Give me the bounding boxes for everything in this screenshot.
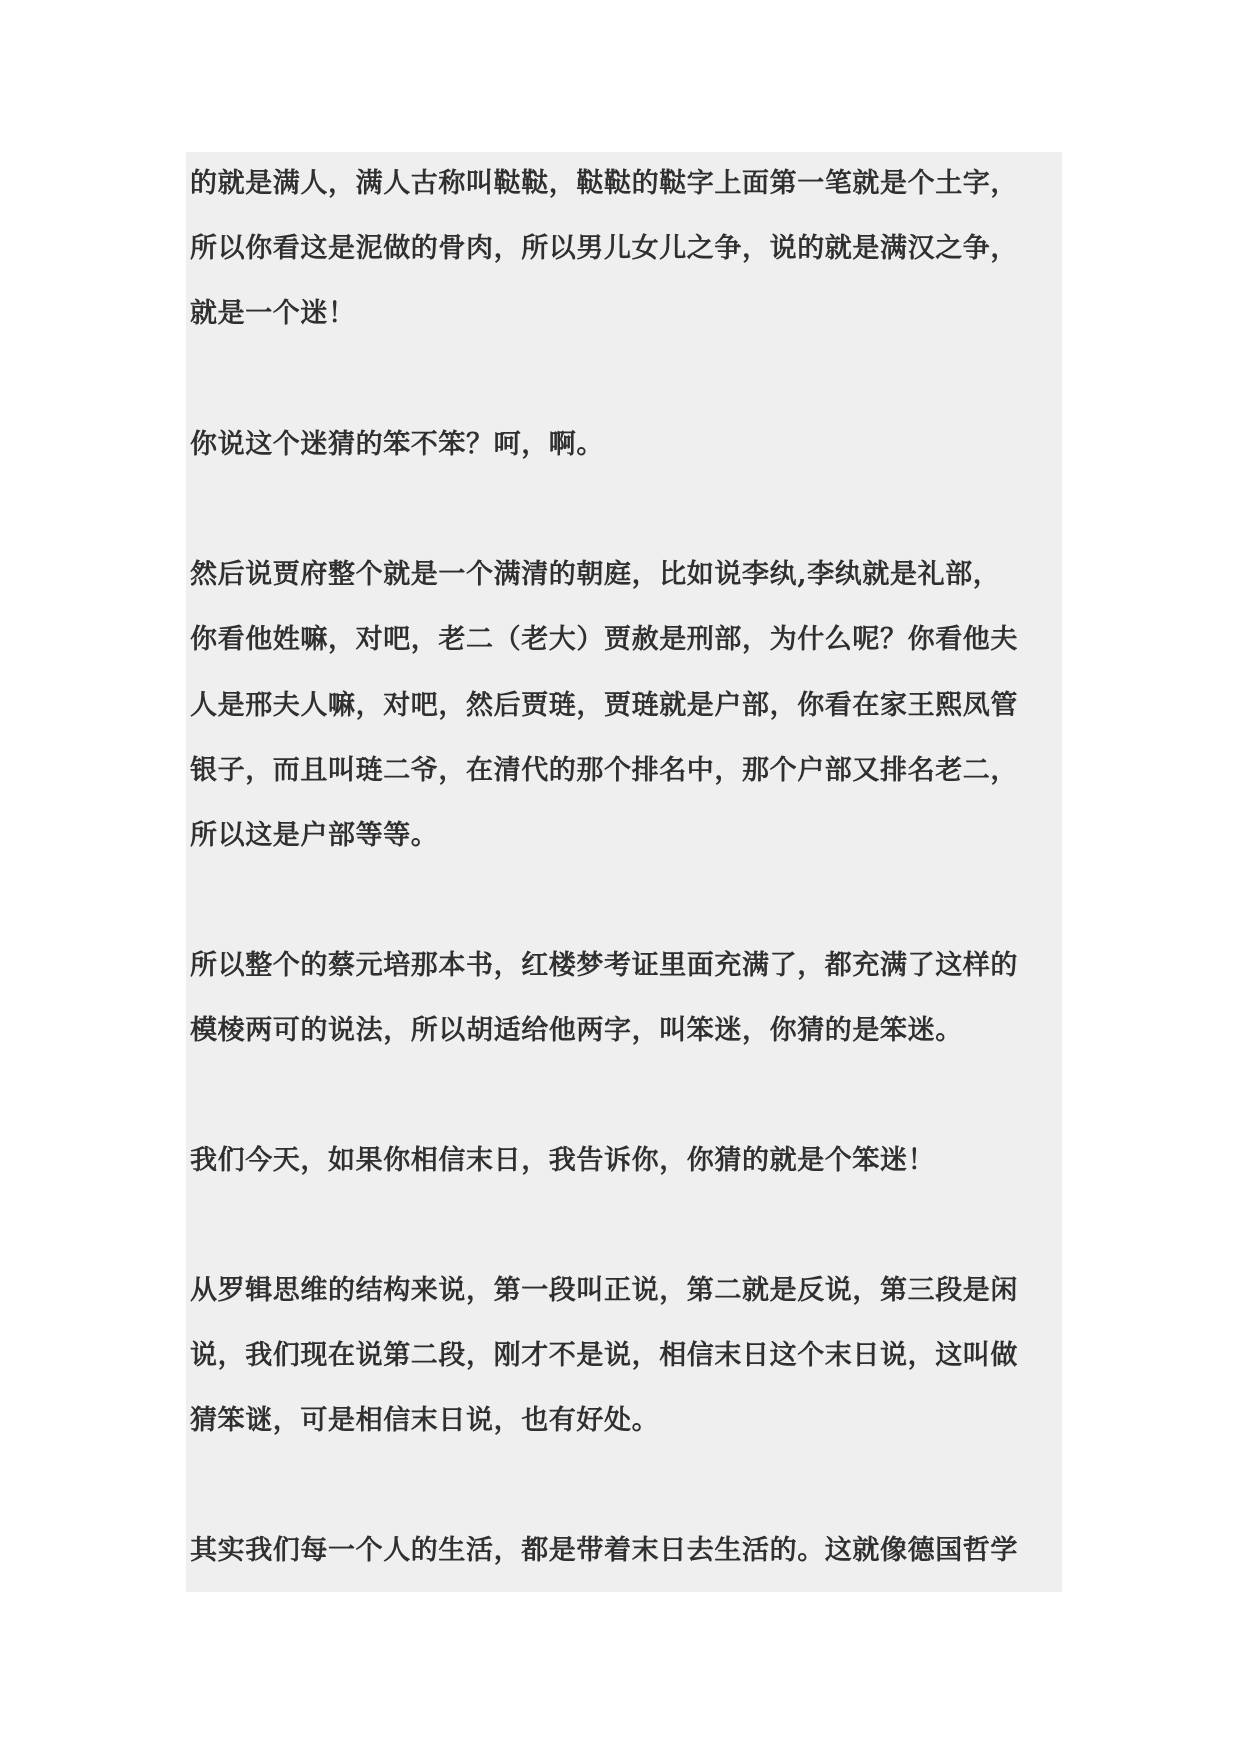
text-line: 从罗辑思维的结构来说，第一段叫正说，第二就是反说，第三段是闲 [190,1275,1018,1306]
text-line: 所以这是户部等等。 [190,820,439,851]
text-line: 人是邢夫人嘛，对吧，然后贾琏，贾琏就是户部，你看在家王熙凤管 [190,690,1018,721]
text-line: 猜笨谜，可是相信末日说，也有好处。 [190,1405,660,1436]
text-line: 模棱两可的说法，所以胡适给他两字，叫笨迷，你猜的是笨迷。 [190,1015,963,1046]
text-line: 的就是满人，满人古称叫鞑鞑，鞑鞑的鞑字上面第一笔就是个土字， [190,168,1018,199]
text-line: 你看他姓嘛，对吧，老二（老大）贾赦是刑部，为什么呢？你看他夫 [190,624,1018,655]
text-line: 你说这个迷猜的笨不笨？呵，啊。 [190,429,604,460]
text-line: 然后说贾府整个就是一个满清的朝庭，比如说李纨,李纨就是礼部， [190,559,1001,590]
text-line: 银子，而且叫琏二爷，在清代的那个排名中，那个户部又排名老二， [190,755,1018,786]
text-line: 我们今天，如果你相信末日，我告诉你，你猜的就是个笨迷！ [190,1145,936,1176]
text-line: 就是一个迷！ [190,298,356,329]
text-line: 其实我们每一个人的生活，都是带着末日去生活的。这就像德国哲学 [190,1535,1018,1566]
text-line: 说，我们现在说第二段，刚才不是说，相信末日这个末日说，这叫做 [190,1340,1018,1371]
text-line: 所以你看这是泥做的骨肉，所以男儿女儿之争，说的就是满汉之争， [190,233,1018,264]
text-line: 所以整个的蔡元培那本书，红楼梦考证里面充满了，都充满了这样的 [190,950,1018,981]
